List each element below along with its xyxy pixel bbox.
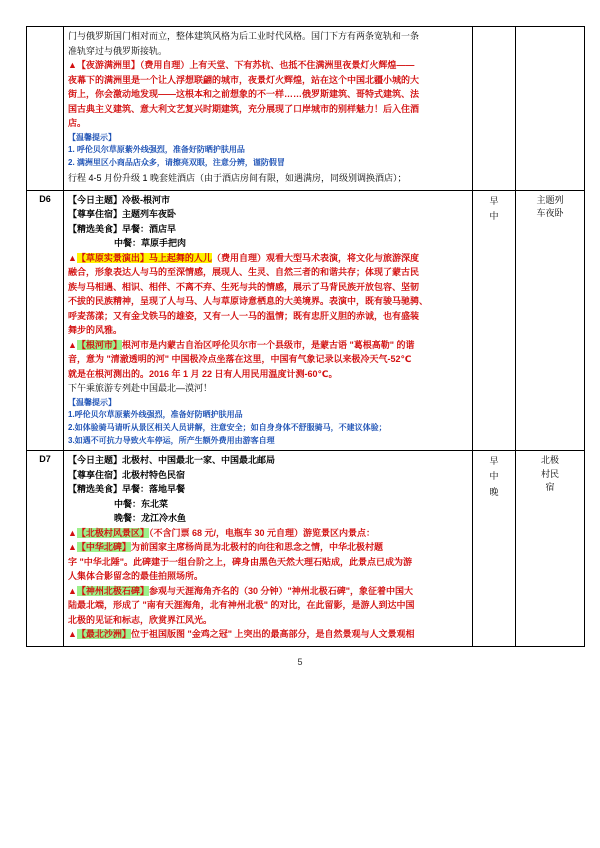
itinerary-table: [26, 26, 585, 647]
attraction-name: 【根河市】: [76, 339, 122, 350]
day-content-cell: [64, 190, 473, 450]
highlight-line: 夜幕下的满洲里是一个让人浮想联翩的城市，夜景灯火辉煌，站在这个中国北疆小城的大: [68, 74, 420, 85]
theme-line: 【今日主题】冷极-根河市: [68, 194, 170, 205]
highlight-line: [68, 541, 468, 555]
highlight-line: 族与马相遇、相识、相伴、不离不弃、生死与共的情感，展示了马背民族开放包容、坚韧: [68, 281, 420, 292]
highlight-line: 街上，你会激动地发现——这根本和之前想象的不一样……俄罗斯建筑、哥特式建筑、法: [68, 89, 420, 99]
day-cell: [27, 27, 64, 191]
highlight-line: 国古典主义建筑、意大利文艺复兴时期建筑，充分展现了口岸城市的别样魅力！后入住酒: [68, 103, 420, 114]
page-number: 5: [297, 656, 303, 667]
attraction-desc: 根河市是内蒙古自治区呼伦贝尔市一个县级市，是蒙古语 "葛根高勒" 的谐: [121, 339, 415, 350]
hotel-line: 北极: [540, 455, 559, 466]
tips-line: 1. 呼伦贝尔草原紫外线强烈，准备好防晒护肤用品: [68, 145, 245, 155]
highlight-line: [68, 628, 468, 642]
highlight-line: 舞步的风雅。: [68, 325, 123, 336]
day-cell: D7: [27, 451, 64, 647]
highlight-line: ▲【夜游满洲里】（费用自理）上有天堂、下有苏杭、也抵不住满洲里夜景灯火辉煌——: [68, 60, 415, 70]
triangle-icon: ▲: [68, 527, 77, 538]
table-row: [27, 451, 585, 647]
content-line: 准轨穿过与俄罗斯接轨。: [68, 45, 168, 56]
content-line: 门与俄罗斯国门相对而立，整体建筑风格为后工业时代风格。国门下方有两条宽轨和一条: [68, 31, 420, 41]
attraction-name: 【神州北极石碑】: [76, 585, 149, 596]
hotel-cell: [516, 27, 585, 191]
theme-line: 【今日主题】北极村、中国最北一家、中国最北邮局: [68, 455, 276, 466]
day-content-cell: [64, 27, 473, 191]
accommodation-line: 【尊享住宿】北极村特色民宿: [68, 469, 186, 480]
table-row: [27, 190, 585, 450]
attraction-name: 【北极村风景区】: [76, 527, 149, 538]
tips-heading: 【温馨提示】: [68, 132, 116, 142]
tips-line: 2.如体验骑马请听从景区相关人员讲解，注意安全；如自身身体不舒服骑马，不建议体验；: [68, 422, 387, 432]
meal-item: 中: [489, 471, 499, 482]
food-line: 晚餐：龙江冷水鱼: [114, 513, 187, 524]
attraction-desc: 为前国家主席杨尚昆为北极村的向往和思念之情，中华北极村题: [130, 542, 383, 553]
tips-heading: 【温馨提示】: [68, 397, 116, 407]
attraction-name: 【草原实景演出】马上起舞的人儿: [76, 252, 212, 263]
highlight-line: 融合，形象表达人与马的至深情感，展现人、生灵、自然三者的和谐共存；体现了蒙古民: [68, 267, 420, 278]
triangle-icon: ▲: [68, 252, 77, 263]
highlight-line: 就是在根河测出的。2016 年 1 月 22 日有人用民用温度计测-60℃。: [68, 368, 338, 379]
highlight-line: 店。: [68, 118, 87, 128]
highlight-line: 北极的见证和标志，欣赏界江风光。: [68, 614, 213, 625]
hotel-cell: [516, 451, 585, 647]
meals-cell: [473, 451, 516, 647]
highlight-line: 不拔的民族精神，呈现了人与马、人与草原诗意栖息的大美境界。表演中，既有骏马驰骋、: [68, 296, 429, 307]
day-content-cell: [64, 451, 473, 647]
hotel-line: 村民: [540, 468, 559, 479]
meals-cell: [473, 27, 516, 191]
triangle-icon: ▲: [68, 542, 77, 553]
highlight-line: 字 "中华北陲"。此碑建于一组台阶之上，碑身由黑色天然大理石贴成，此景点已成为游: [68, 556, 413, 567]
highlight-line: 陆最北端，形成了 "南有天涯海角，北有神州北极" 的对比，在此留影，是游人到达中国: [68, 600, 415, 611]
attraction-name: 【最北沙洲】: [76, 629, 131, 640]
triangle-icon: ▲: [68, 629, 77, 640]
content-line: 行程 4-5 月份升级 1 晚套娃酒店（由于酒店房间有限，如遇满房，同级别调换酒店）；: [68, 173, 407, 184]
hotel-line: 车夜卧: [536, 208, 564, 219]
hotel-cell: [516, 190, 585, 450]
content-line: 下午乘旅游专列赴中国最北—漠河！: [68, 383, 213, 394]
highlight-line: [68, 527, 468, 541]
day-cell: D6: [27, 190, 64, 450]
food-line: 中餐：东北菜: [114, 498, 169, 509]
triangle-icon: ▲: [68, 585, 77, 596]
tips-line: 1.呼伦贝尔草原紫外线强烈，准备好防晒护肤用品: [68, 410, 243, 420]
meals-cell: [473, 190, 516, 450]
attraction-desc: （不含门票 68 元/，电瓶车 30 元自理）游览景区内景点：: [148, 527, 375, 538]
highlight-line: 呼麦荡漾；又有金戈铁马的雄姿，又有一人一马的温情；既有忠肝义胆的赤诚，也有盛装: [68, 310, 420, 321]
highlight-line: [68, 585, 468, 599]
triangle-icon: ▲: [68, 339, 77, 350]
food-line: 中餐：草原手把肉: [114, 238, 187, 249]
meal-item: 晚: [489, 486, 499, 497]
tips-line: 3.如遇不可抗力导致火车停运，所产生额外费用由游客自理: [68, 435, 275, 445]
accommodation-line: 【尊享住宿】主题列车夜卧: [68, 209, 177, 220]
highlight-line: [68, 252, 468, 266]
attraction-name: 【中华北碑】: [76, 542, 131, 553]
food-line: 【精选美食】早餐：落地早餐: [68, 484, 186, 495]
meal-item: 早: [489, 456, 499, 467]
highlight-line: 人集体合影留念的最佳拍照场所。: [68, 571, 204, 582]
highlight-line: 音，意为 "清澈透明的河" 中国极冷点坐落在这里，中国有气象记录以来极冷天气-52℃: [68, 354, 412, 365]
attraction-desc: 参观与天涯海角齐名的（30 分钟）"神州北极石碑"，象征着中国大: [148, 585, 413, 596]
attraction-desc: （费用自理）观看大型马术表演，将文化与旅游深度: [211, 252, 419, 263]
meal-item: 中: [489, 211, 499, 222]
table-row: [27, 27, 585, 191]
food-line: 【精选美食】早餐：酒店早: [68, 223, 177, 234]
hotel-line: 宿: [545, 482, 555, 493]
attraction-desc: 位于祖国版图 "金鸡之冠" 上突出的最高部分，是自然景观与人文景观相: [130, 629, 415, 640]
hotel-line: 主题列: [536, 194, 564, 205]
meal-item: 早: [489, 195, 499, 206]
tips-line: 2. 满洲里区小商品店众多，请擦亮双眼，注意分辨，谨防假冒: [68, 157, 285, 167]
highlight-line: [68, 339, 468, 353]
